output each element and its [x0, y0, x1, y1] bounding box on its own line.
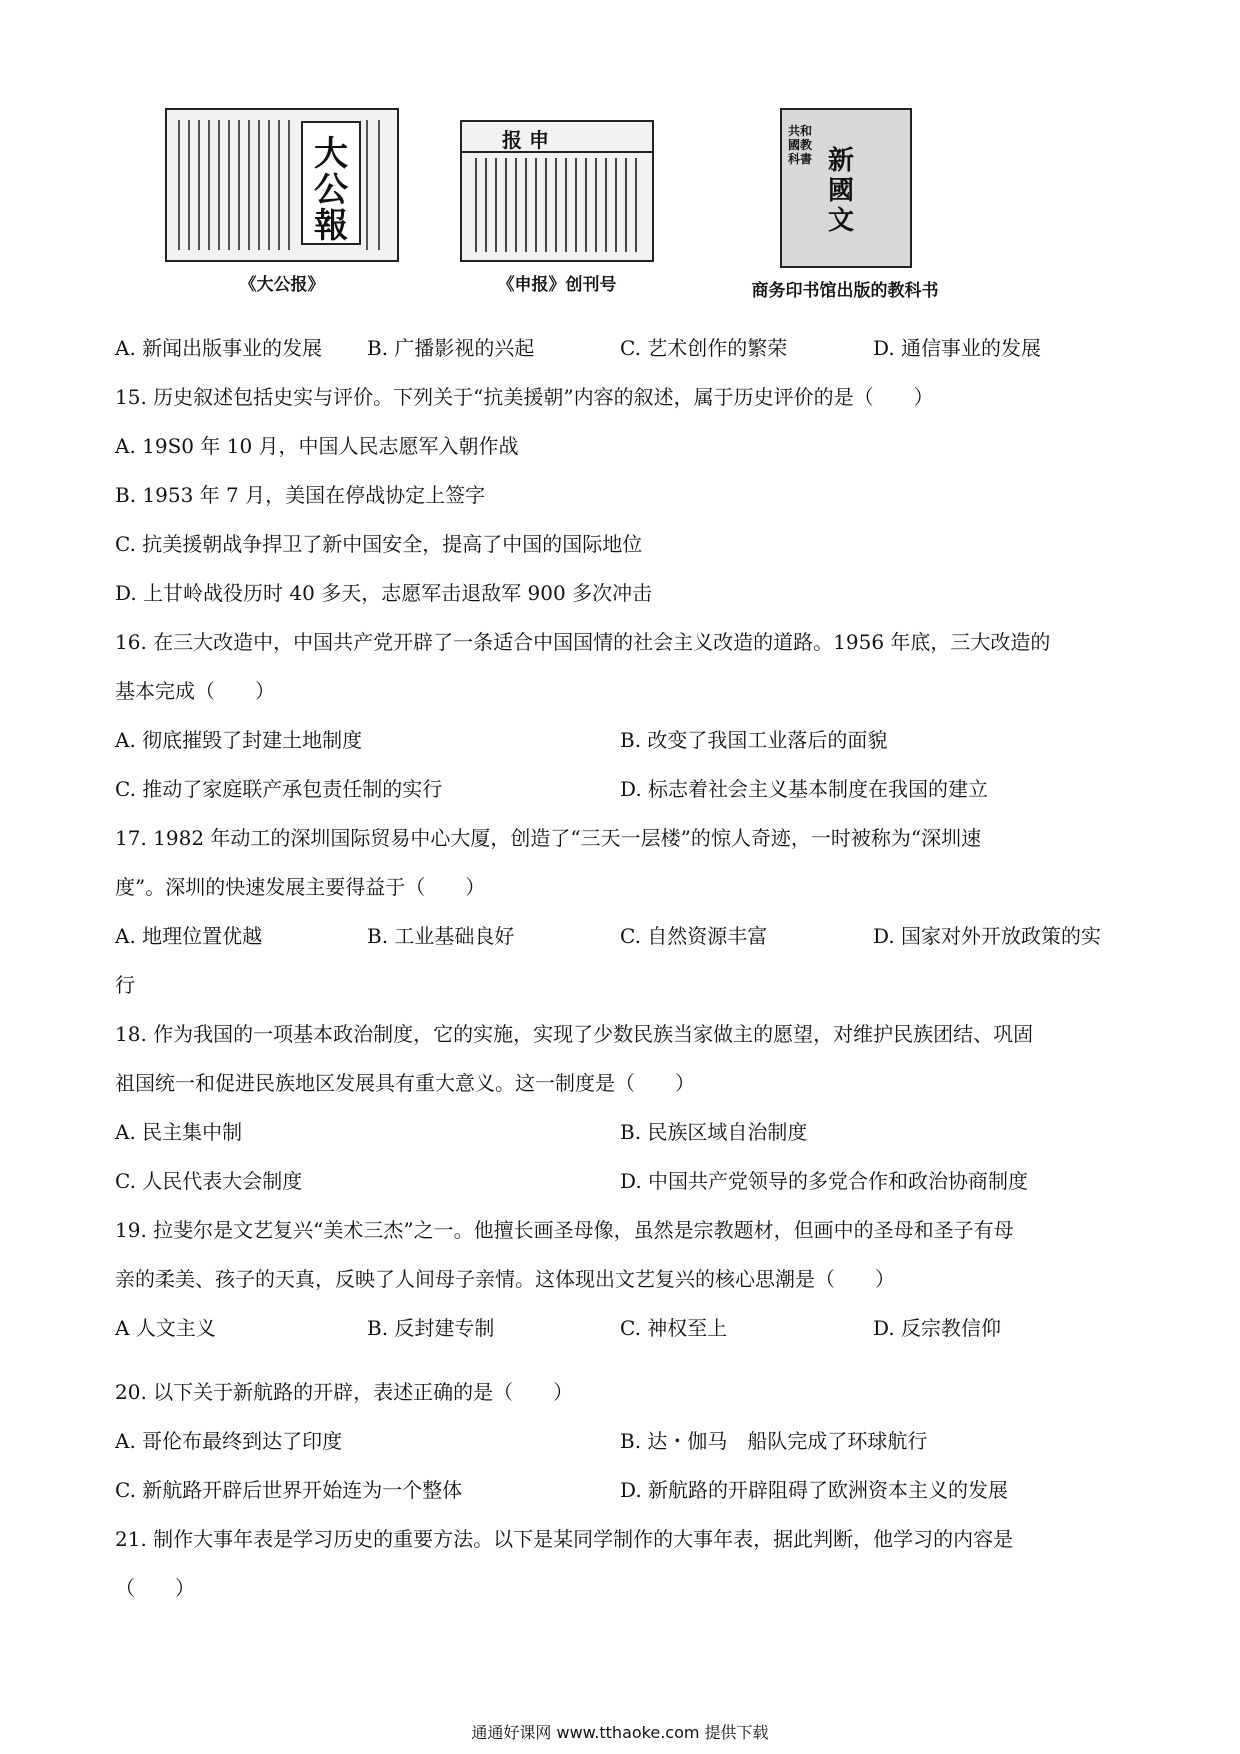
q19-stem-line2: 亲的柔美、孩子的天真，反映了人间母子亲情。这体现出文艺复兴的核心思潮是（ ） — [115, 1267, 895, 1291]
q18-option-d: D. 中国共产党领导的多党合作和政治协商制度 — [620, 1169, 1029, 1193]
q16-option-a: A. 彻底摧毁了封建土地制度 — [115, 728, 363, 752]
q14-option-a: A. 新闻出版事业的发展 — [115, 336, 323, 360]
figure-row — [0, 108, 1240, 308]
q16-stem-line1: 16. 在三大改造中，中国共产党开辟了一条适合中国国情的社会主义改造的道路。1956 年底，三大改造的 — [115, 630, 1051, 654]
shenbao-masthead: 报 申 — [502, 128, 549, 152]
q20-option-c: C. 新航路开辟后世界开始连为一个整体 — [115, 1478, 463, 1502]
q17-option-c: C. 自然资源丰富 — [620, 924, 768, 948]
q18-option-a: A. 民主集中制 — [115, 1120, 243, 1144]
q15-option-c: C. 抗美援朝战争捍卫了新中国安全，提高了中国的国际地位 — [115, 532, 643, 556]
figure-textbook — [725, 108, 965, 301]
q18-stem-line1: 18. 作为我国的一项基本政治制度，它的实施，实现了少数民族当家做主的愿望，对维护民族团结、巩固 — [115, 1022, 1034, 1046]
dagongbao-image — [165, 108, 399, 262]
textbook-subtitle: 共和國教科書 — [788, 124, 813, 166]
textbook-cover — [780, 108, 912, 268]
q16-option-d: D. 标志着社会主义基本制度在我国的建立 — [620, 777, 989, 801]
figure-caption: 《申报》创刊号 — [497, 275, 617, 295]
figure-dagongbao — [165, 108, 399, 295]
q16-stem-line2: 基本完成（ ） — [115, 679, 275, 703]
q19-option-a: A 人文主义 — [115, 1316, 216, 1340]
q21-stem-line2: （ ） — [115, 1576, 195, 1600]
q16-option-c: C. 推动了家庭联产承包责任制的实行 — [115, 777, 443, 801]
figure-caption: 商务印书馆出版的教科书 — [751, 281, 939, 301]
q20-option-b: B. 达・伽马 船队完成了环球航行 — [620, 1429, 928, 1453]
textbook-title: 新國文 — [828, 146, 855, 236]
q17-stem-line2: 度”。深圳的快速发展主要得益于（ ） — [115, 875, 486, 899]
q17-option-d: D. 国家对外开放政策的实 — [873, 924, 1102, 948]
q17-option-d-cont: 行 — [115, 973, 135, 997]
q19-option-c: C. 神权至上 — [620, 1316, 728, 1340]
q20-option-a: A. 哥伦布最终到达了印度 — [115, 1429, 343, 1453]
q17-option-a: A. 地理位置优越 — [115, 924, 263, 948]
q14-option-b: B. 广播影视的兴起 — [367, 336, 535, 360]
shenbao-image — [460, 120, 654, 262]
q15-option-d: D. 上甘岭战役历时 40 多天，志愿军击退敌军 900 多次冲击 — [115, 581, 653, 605]
q20-option-d: D. 新航路的开辟阻碍了欧洲资本主义的发展 — [620, 1478, 1009, 1502]
figure-caption: 《大公报》 — [239, 275, 325, 295]
figure-shenbao — [460, 120, 654, 295]
q15-option-b: B. 1953 年 7 月，美国在停战协定上签字 — [115, 483, 486, 507]
q19-stem-line1: 19. 拉斐尔是文艺复兴“美术三杰”之一。他擅长画圣母像，虽然是宗教题材，但画中的圣母和圣子有母 — [115, 1218, 1014, 1242]
q18-stem-line2: 祖国统一和促进民族地区发展具有重大意义。这一制度是（ ） — [115, 1071, 695, 1095]
q17-option-b: B. 工业基础良好 — [367, 924, 515, 948]
page-footer: 通通好课网 www.tthaoke.com 提供下载 — [471, 1723, 769, 1742]
q15-option-a: A. 19S0 年 10 月，中国人民志愿军入朝作战 — [115, 434, 519, 458]
q18-option-b: B. 民族区域自治制度 — [620, 1120, 808, 1144]
q16-option-b: B. 改变了我国工业落后的面貌 — [620, 728, 888, 752]
dagongbao-masthead: 大公報 — [314, 134, 348, 246]
q21-stem-line1: 21. 制作大事年表是学习历史的重要方法。以下是某同学制作的大事年表，据此判断，他学习的内容是 — [115, 1527, 1014, 1551]
q20-stem: 20. 以下关于新航路的开辟，表述正确的是（ ） — [115, 1380, 574, 1404]
q14-option-c: C. 艺术创作的繁荣 — [620, 336, 788, 360]
q19-option-b: B. 反封建专制 — [367, 1316, 495, 1340]
q17-stem-line1: 17. 1982 年动工的深圳国际贸易中心大厦，创造了“三天一层楼”的惊人奇迹，一时被称为“深圳速 — [115, 826, 982, 850]
q19-option-d: D. 反宗教信仰 — [873, 1316, 1002, 1340]
q15-stem: 15. 历史叙述包括史实与评价。下列关于“抗美援朝”内容的叙述，属于历史评价的是（ ） — [115, 385, 934, 409]
q14-option-d: D. 通信事业的发展 — [873, 336, 1042, 360]
q18-option-c: C. 人民代表大会制度 — [115, 1169, 303, 1193]
